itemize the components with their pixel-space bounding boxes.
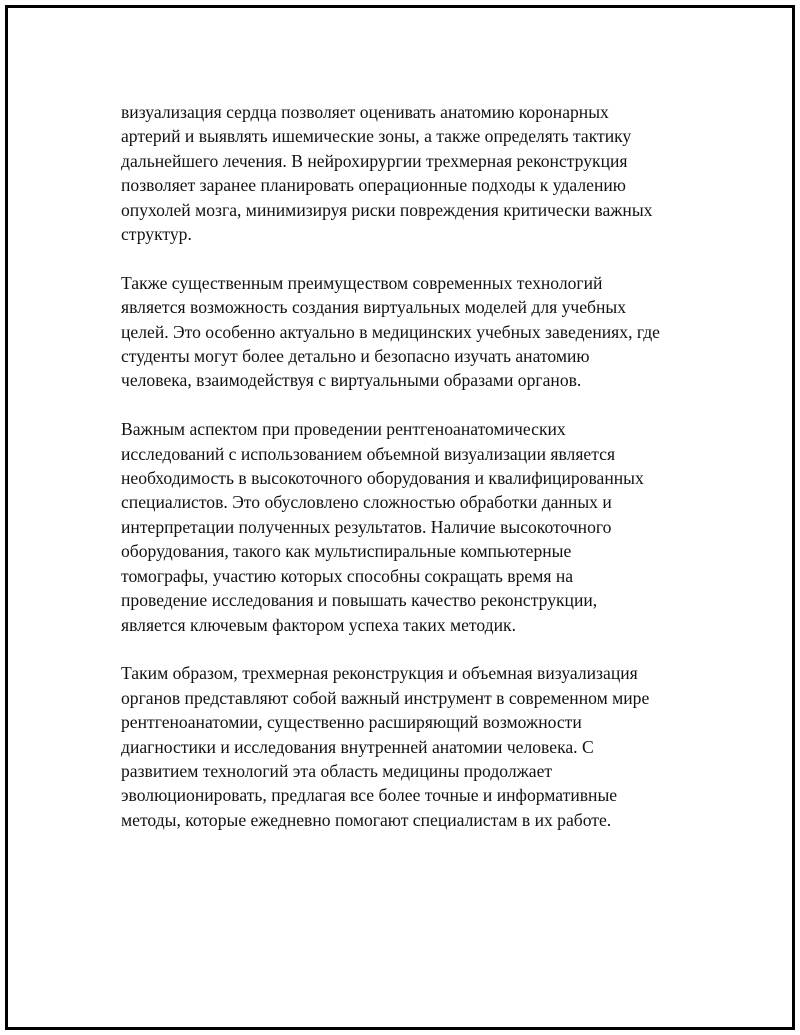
paragraph-1 — [121, 100, 701, 246]
paragraph-3 — [121, 417, 701, 637]
page-frame — [5, 5, 795, 1030]
paragraph-2 — [121, 271, 701, 393]
text-line: человека, взаимодействуя с виртуальными образами органов. — [121, 370, 582, 391]
text-line: интерпретации полученных результатов. Наличие высокоточного — [121, 516, 612, 537]
text-line: диагностики и исследования внутренней анатомии человека. С — [121, 736, 594, 757]
text-line: целей. Это особенно актуально в медицинских учебных заведениях, где — [121, 321, 660, 342]
text-line: является ключевым фактором успеха таких методик. — [121, 614, 516, 635]
text-line: исследований с использованием объемной визуализации является — [121, 443, 616, 464]
text-line: оборудования, такого как мультиспиральные компьютерные — [121, 541, 572, 562]
document-body — [121, 100, 701, 832]
text-line: позволяет заранее планировать операционные подходы к удалению — [121, 175, 626, 196]
text-line: развитием технологий эта область медицины продолжает — [121, 760, 553, 781]
text-line: Также существенным преимуществом современных технологий — [121, 272, 603, 293]
text-line: является возможность создания виртуальных моделей для учебных — [121, 297, 627, 318]
text-line: опухолей мозга, минимизируя риски повреждения критически важных — [121, 199, 653, 220]
text-line: дальнейшего лечения. В нейрохирургии трехмерная реконструкция — [121, 150, 628, 171]
text-line: органов представляют собой важный инструмент в современном мире — [121, 687, 650, 708]
text-line: необходимость в высокоточного оборудования и квалифицированных — [121, 468, 644, 489]
text-line: специалистов. Это обусловлено сложностью обработки данных и — [121, 492, 612, 513]
text-line: Таким образом, трехмерная реконструкция и объемная визуализация — [121, 663, 638, 684]
text-line: методы, которые ежедневно помогают специалистам в их работе. — [121, 809, 612, 830]
text-line: Важным аспектом при проведении рентгеноанатомических — [121, 419, 566, 440]
text-line: студенты могут более детально и безопасно изучать анатомию — [121, 346, 590, 367]
text-line: артерий и выявлять ишемические зоны, а также определять тактику — [121, 126, 632, 147]
text-line: эволюционировать, предлагая все более точные и информативные — [121, 785, 618, 806]
text-line: томографы, участию которых способны сокращать время на — [121, 565, 574, 586]
text-line: рентгеноанатомии, существенно расширяющий возможности — [121, 712, 582, 733]
text-line: визуализация сердца позволяет оценивать анатомию коронарных — [121, 102, 609, 122]
paragraph-4 — [121, 661, 701, 832]
text-line: проведение исследования и повышать качество реконструкции, — [121, 590, 598, 611]
text-line: структур. — [121, 224, 192, 245]
